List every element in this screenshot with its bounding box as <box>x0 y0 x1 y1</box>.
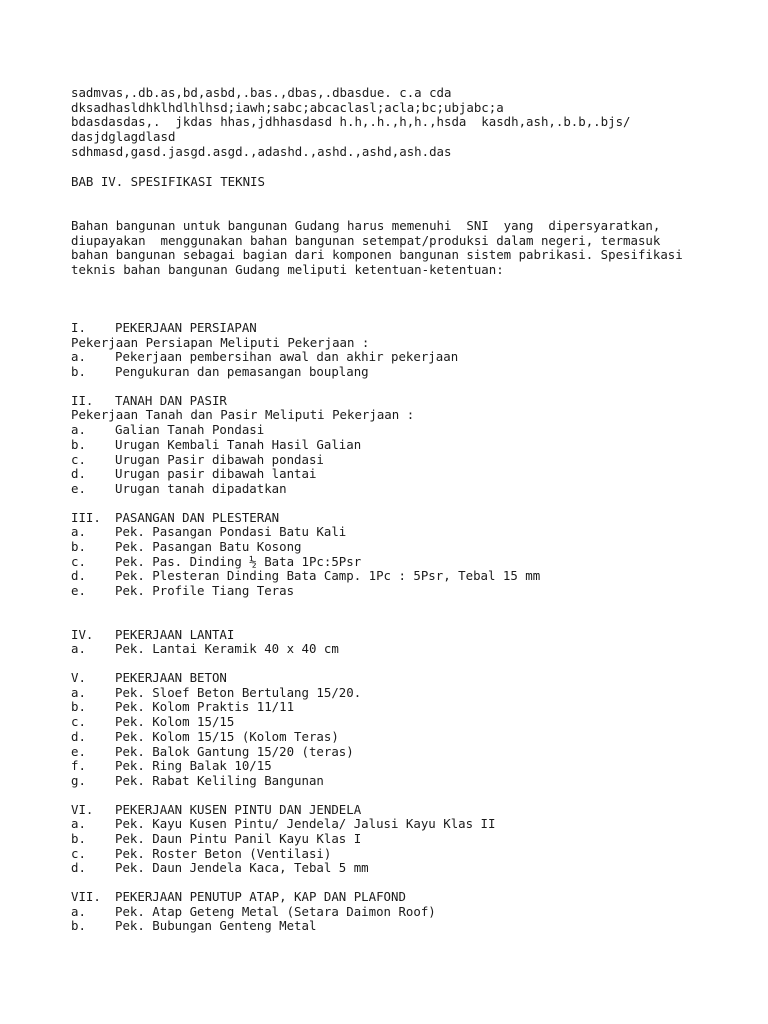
section-title: PEKERJAAN LANTAI <box>115 626 235 642</box>
item-letter: e. <box>71 743 86 759</box>
section-title: PASANGAN DAN PLESTERAN <box>115 509 280 525</box>
list-item <box>71 730 711 745</box>
list-item <box>71 453 711 468</box>
list-item <box>71 861 711 876</box>
section-numeral: V. <box>71 670 86 686</box>
section-heading <box>71 511 711 526</box>
item-letter: a. <box>71 903 86 919</box>
chapter-heading: BAB IV. SPESIFIKASI TEKNIS <box>71 174 265 189</box>
list-item <box>71 438 711 453</box>
item-letter: f. <box>71 758 86 774</box>
item-text: Pek. Daun Jendela Kaca, Tebal 5 mm <box>115 860 369 876</box>
section-numeral: VII. <box>71 889 101 904</box>
item-letter: a. <box>71 641 86 657</box>
item-letter: d. <box>71 728 86 744</box>
item-text: Pek. Pasangan Pondasi Batu Kali <box>115 524 347 540</box>
list-item <box>71 642 711 657</box>
list-item <box>71 700 711 715</box>
item-text: Pek. Pas. Dinding ½ Bata 1Pc:5Psr <box>115 553 362 569</box>
item-letter: c. <box>71 714 86 730</box>
paragraph-line: bahan bangunan sebagai bagian dari komponen bangunan sistem pabrikasi. Spesifikasi <box>71 247 683 263</box>
item-text: Urugan Pasir dibawah pondasi <box>115 451 324 467</box>
item-letter: a. <box>71 524 86 540</box>
list-item <box>71 423 711 438</box>
item-letter: b. <box>71 538 86 554</box>
list-item <box>71 569 711 584</box>
list-item <box>71 759 711 774</box>
section-5 <box>71 671 711 789</box>
list-item <box>71 847 711 862</box>
item-text: Pek. Atap Geteng Metal (Setara Daimon Roof) <box>115 903 436 919</box>
list-item <box>71 686 711 701</box>
intro-paragraph <box>71 219 711 278</box>
section-title: PEKERJAAN PERSIAPAN <box>115 320 257 335</box>
item-text: Pek. Kolom 15/15 (Kolom Teras) <box>115 728 339 744</box>
list-item <box>71 919 711 934</box>
list-item <box>71 905 711 920</box>
section-heading <box>71 803 711 818</box>
item-letter: b. <box>71 830 86 846</box>
item-text: Pengukuran dan pemasangan bouplang <box>115 364 369 380</box>
item-text: Urugan tanah dipadatkan <box>115 480 287 496</box>
item-letter: a. <box>71 816 86 832</box>
list-item <box>71 467 711 482</box>
section-lead: Pekerjaan Tanah dan Pasir Meliputi Pekerjaan : <box>71 407 415 423</box>
list-item <box>71 774 711 789</box>
item-text: Urugan Kembali Tanah Hasil Galian <box>115 436 362 452</box>
item-letter: c. <box>71 845 86 861</box>
item-letter: e. <box>71 583 86 598</box>
item-letter: g. <box>71 772 86 788</box>
list-item <box>71 482 711 497</box>
intro-line: sdhmasd,gasd.jasgd.asgd.,adashd.,ashd.,ashd,ash.das <box>71 143 452 159</box>
section-numeral: III. <box>71 509 101 525</box>
list-item <box>71 584 711 599</box>
section-lead: Pekerjaan Persiapan Meliputi Pekerjaan : <box>71 334 370 350</box>
section-title: PEKERJAAN KUSEN PINTU DAN JENDELA <box>115 801 362 817</box>
item-text: Urugan pasir dibawah lantai <box>115 466 317 482</box>
item-text: Pek. Lantai Keramik 40 x 40 cm <box>115 641 339 657</box>
intro-line: dasjdglagdlasd <box>71 129 176 145</box>
section-title: PEKERJAAN BETON <box>115 670 227 686</box>
item-text: Pek. Kolom Praktis 11/11 <box>115 699 295 715</box>
section-heading <box>71 671 711 686</box>
section-numeral: I. <box>71 320 86 335</box>
item-text: Pekerjaan pembersihan awal dan akhir pekerjaan <box>115 349 459 365</box>
section-6 <box>71 803 711 876</box>
intro-block <box>71 86 711 160</box>
item-text: Pek. Sloef Beton Bertulang 15/20. <box>115 684 362 700</box>
item-letter: c. <box>71 451 86 467</box>
intro-line: bdasdasdas,. jkdas hhas,jdhhasdasd h.h,.h.,h,h.,hsda kasdh,ash,.b.b,.bjs/ <box>71 114 631 130</box>
item-letter: c. <box>71 553 86 569</box>
item-text: Pek. Daun Pintu Panil Kayu Klas I <box>115 830 362 846</box>
item-text: Pek. Plesteran Dinding Bata Camp. 1Pc : 5Psr, Tebal 15 mm <box>115 568 541 584</box>
item-text: Pek. Bubungan Genteng Metal <box>115 918 317 934</box>
section-4 <box>71 628 711 657</box>
list-item <box>71 555 711 570</box>
list-item <box>71 832 711 847</box>
item-letter: d. <box>71 860 86 876</box>
section-numeral: VI. <box>71 801 94 817</box>
item-text: Pek. Kayu Kusen Pintu/ Jendela/ Jalusi Kayu Klas II <box>115 816 496 832</box>
section-heading <box>71 628 711 643</box>
section-heading <box>71 321 711 336</box>
item-text: Pek. Balok Gantung 15/20 (teras) <box>115 743 354 759</box>
intro-line: sadmvas,.db.as,bd,asbd,.bas.,dbas,.dbasdue. c.a cda <box>71 85 452 100</box>
item-letter: b. <box>71 436 86 452</box>
item-letter: d. <box>71 466 86 482</box>
list-item <box>71 525 711 540</box>
item-text: Pek. Kolom 15/15 <box>115 714 235 730</box>
item-text: Pek. Pasangan Batu Kosong <box>115 538 302 554</box>
list-item <box>71 365 711 380</box>
intro-line: dksadhasldhklhdlhlhsd;iawh;sabc;abcaclasl;acla;bc;ubjabc;a <box>71 99 504 115</box>
section-numeral: IV. <box>71 626 94 642</box>
paragraph-line: teknis bahan bangunan Gudang meliputi ketentuan-ketentuan: <box>71 262 504 278</box>
paragraph-line: Bahan bangunan untuk bangunan Gudang harus memenuhi SNI yang dipersyaratkan, <box>71 218 661 233</box>
section-heading <box>71 890 711 905</box>
section-numeral: II. <box>71 392 94 408</box>
item-letter: a. <box>71 349 86 365</box>
section-3 <box>71 511 711 599</box>
section-7 <box>71 890 711 934</box>
section-1 <box>71 321 711 380</box>
item-text: Pek. Profile Tiang Teras <box>115 583 295 598</box>
item-letter: a. <box>71 422 86 438</box>
item-letter: e. <box>71 480 86 496</box>
section-title: PEKERJAAN PENUTUP ATAP, KAP DAN PLAFOND <box>115 889 406 904</box>
list-item <box>71 540 711 555</box>
work-sections <box>71 321 711 934</box>
item-letter: b. <box>71 364 86 380</box>
section-title: TANAH DAN PASIR <box>115 392 227 408</box>
list-item <box>71 817 711 832</box>
list-item <box>71 350 711 365</box>
item-letter: b. <box>71 699 86 715</box>
paragraph-line: diupayakan menggunakan bahan bangunan setempat/produksi dalam negeri, termasuk <box>71 232 661 248</box>
item-letter: d. <box>71 568 86 584</box>
item-text: Pek. Rabat Keliling Bangunan <box>115 772 324 788</box>
list-item <box>71 715 711 730</box>
section-heading <box>71 394 711 409</box>
section-2 <box>71 394 711 497</box>
item-letter: a. <box>71 684 86 700</box>
item-text: Galian Tanah Pondasi <box>115 422 265 438</box>
item-letter: b. <box>71 918 86 934</box>
item-text: Pek. Roster Beton (Ventilasi) <box>115 845 332 861</box>
list-item <box>71 745 711 760</box>
item-text: Pek. Ring Balak 10/15 <box>115 758 272 774</box>
